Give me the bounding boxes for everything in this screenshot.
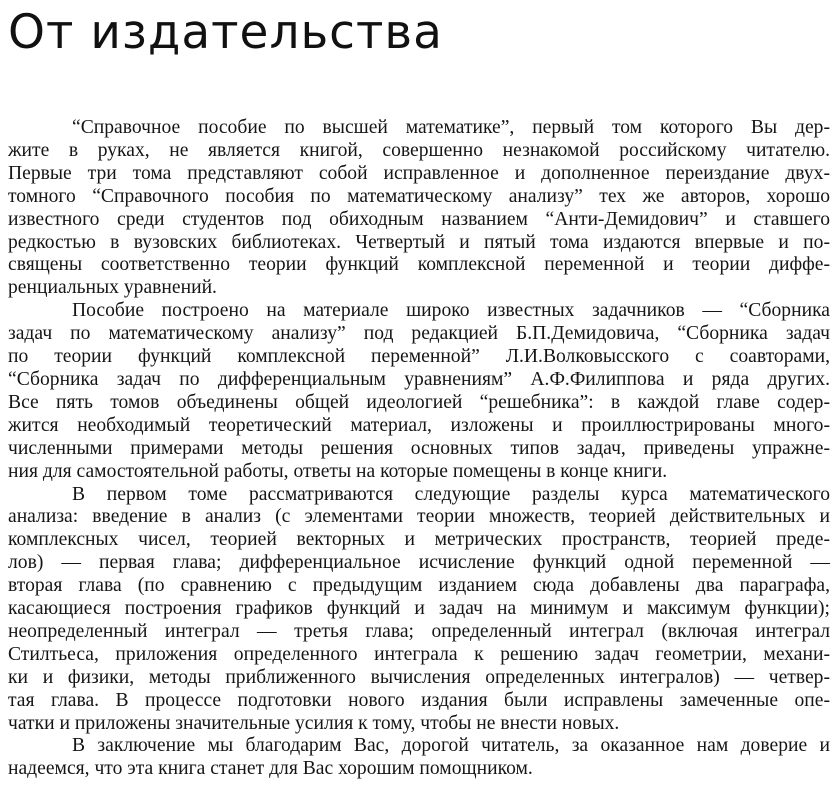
text-line: Пособие построено на материале широко известных задачников — “Сборника (72, 300, 830, 322)
text-line: чатки и приложены значительные усилия к тому, чтобы не внести новых. (8, 712, 620, 734)
paragraph-2 (8, 300, 830, 483)
text-line: В первом томе рассматриваются следующие разделы курса математического (72, 483, 830, 505)
text-line: комплексных чисел, теорией векторных и метрических пространств, теорией преде- (8, 529, 830, 551)
text-line: Все пять томов объединены общей идеологией “решебника”: в каждой главе содер- (8, 391, 830, 413)
text-line: томного “Справочного пособия по математическому анализу” тех же авторов, хорошо (8, 185, 830, 207)
paragraph-1 (8, 117, 830, 300)
text-line: жите в руках, не является книгой, совершенно незнакомой российскому читателю. (8, 139, 830, 161)
text-line: лов) — первая глава; дифференциальное исчисление функций одной переменной — (8, 552, 830, 574)
text-line: “Справочное пособие по высшей математике”, первый том которого Вы дер- (72, 117, 830, 138)
text-line: неопределенный интеграл — третья глава; определенный интеграл (включая интеграл (8, 620, 830, 642)
text-line: священы соответственно теории функций комплексной переменной и теории диффе- (8, 254, 830, 276)
text-line: касающиеся построения графиков функций и задач на минимум и максимум функции); (8, 598, 830, 620)
text-line: редкостью в вузовских библиотеках. Четвертый и пятый тома издаются впервые и по- (8, 231, 830, 253)
text-line: численными примерами методы решения основных типов задач, приведены упражне- (8, 437, 830, 459)
text-line: тая глава. В процессе подготовки нового издания были исправлены замеченные опе- (8, 689, 830, 711)
text-line: задач по математическому анализу” под редакцией Б.П.Демидовича, “Сборника задач (8, 323, 830, 345)
paragraph-3 (8, 484, 830, 736)
page-title: От издательства (8, 5, 443, 60)
text-line: В заключение мы благодарим Вас, дорогой читатель, за оказанное нам доверие и (72, 735, 830, 757)
text-line: Первые три тома представляют собой исправленное и дополненное переиздание двух- (8, 162, 830, 184)
text-line: ренциальных уравнений. (8, 277, 217, 299)
text-line: по теории функций комплексной переменной” Л.И.Волковысского с соавторами, (8, 346, 830, 368)
text-line: надеемся, что эта книга станет для Вас хорошим помощником. (8, 758, 533, 780)
text-line: ния для самостоятельной работы, ответы на которые помещены в конце книги. (8, 460, 668, 482)
text-line: вторая глава (по сравнению с предыдущим изданием сюда добавлены два параграфа, (8, 575, 830, 597)
text-line: ки и физики, методы приближенного вычисления определенных интегралов) — четвер- (8, 666, 830, 688)
text-line: известного среди студентов под обиходным названием “Анти-Демидович” и ставшего (8, 208, 830, 230)
text-line: Стилтьеса, приложения определенного интеграла к решению задач геометрии, механи- (8, 643, 830, 665)
text-line: анализа: введение в анализ (с элементами теории множеств, теорией действительных и (8, 506, 830, 528)
text-line: “Сборника задач по дифференциальным уравнениям” А.Ф.Филиппова и ряда других. (8, 368, 830, 390)
body-text (8, 117, 830, 781)
paragraph-4 (8, 735, 830, 781)
text-line: жится необходимый теоретический материал, изложены и проиллюстрированы много- (8, 414, 830, 436)
